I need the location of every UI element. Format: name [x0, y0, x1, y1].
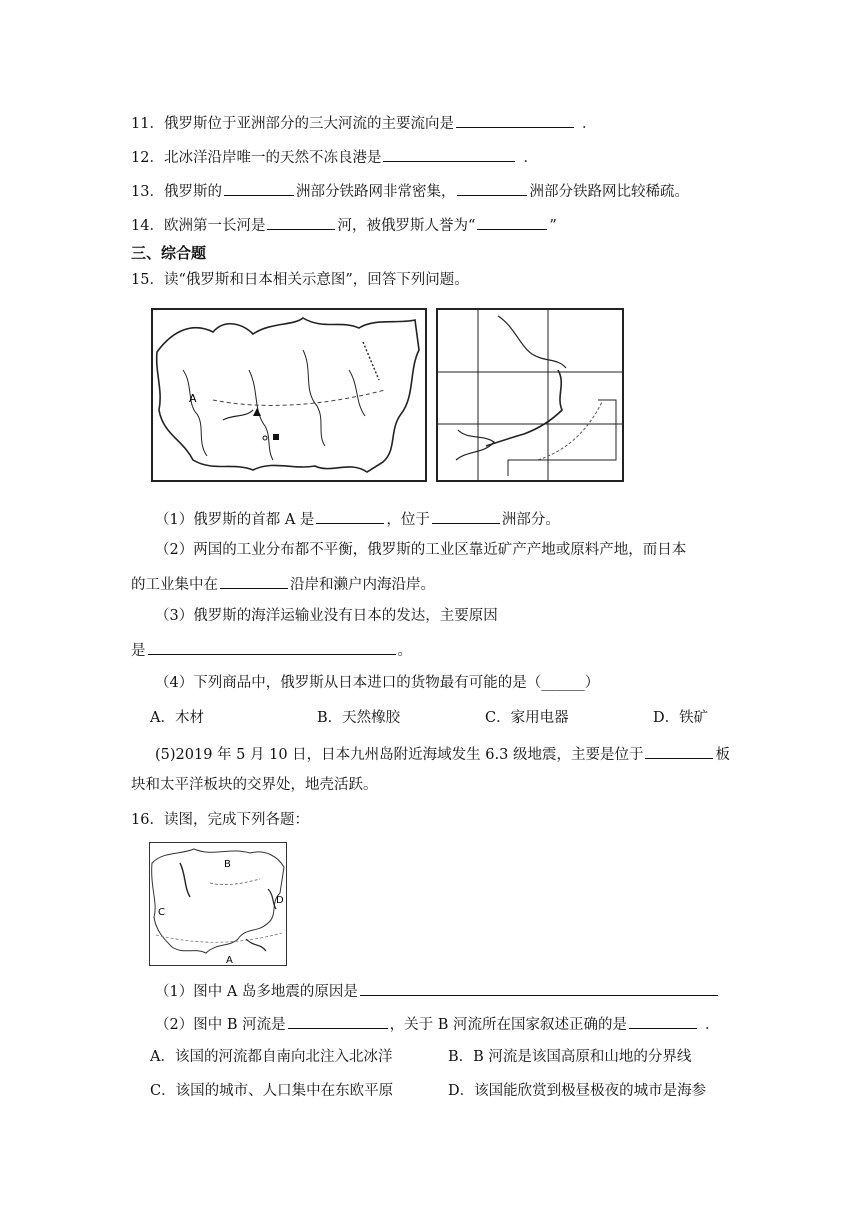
q14-blank-2[interactable]	[477, 214, 547, 230]
q16-p2-blank-2[interactable]	[629, 1013, 697, 1029]
q16-p2-blank-1[interactable]	[288, 1013, 388, 1029]
asia-map-label-a: A	[226, 955, 233, 965]
question-16-stem: 16．读图，完成下列各题：	[131, 812, 309, 828]
q14-part-a: 14．欧洲第一长河是	[131, 218, 266, 234]
q13-part-c: 洲部分铁路网比较稀疏。	[529, 184, 689, 200]
asia-map-label-b: B	[224, 859, 231, 870]
q15-part-2-line-2	[131, 573, 435, 595]
q16-p2-text-b: ，关于 B 河流所在国家叙述正确的是	[389, 1017, 627, 1033]
russia-map-drawing	[153, 310, 425, 480]
q13-blank-1[interactable]	[224, 180, 294, 196]
q14-part-b: 河，被俄罗斯人誉为“	[337, 218, 476, 234]
q11-blank[interactable]	[456, 112, 574, 128]
q15-option-c[interactable]: C．家用电器	[485, 710, 569, 726]
q15-part-3-line-2	[131, 639, 412, 661]
question-11	[131, 112, 596, 134]
q16-option-d[interactable]: D．该国能欣赏到极昼极夜的城市是海参	[448, 1083, 707, 1099]
q12-blank[interactable]	[383, 146, 515, 162]
q15-p5-text-b: 板	[715, 747, 730, 763]
q15-option-a[interactable]: A．木材	[150, 710, 204, 726]
asia-map-label-c: C	[158, 907, 165, 918]
q15-p5-blank[interactable]	[645, 743, 713, 759]
q15-part-2-line-1: （2）两国的工业分布都不平衡，俄罗斯的工业区靠近矿产产地或原料产地，而日本	[155, 542, 687, 558]
question-14	[131, 214, 557, 236]
question-13	[131, 180, 689, 202]
q15-p2-text-c: 沿岸和濑户内海沿岸。	[290, 577, 435, 593]
q15-part-1	[155, 508, 560, 530]
japan-map	[436, 308, 624, 482]
q15-p1-blank-2[interactable]	[432, 508, 500, 524]
q16-p1-text: （1）图中 A 岛多地震的原因是	[155, 984, 358, 1000]
q11-text: 11．俄罗斯位于亚洲部分的三大河流的主要流向是	[131, 116, 454, 132]
q15-p1-text-b: ，位于	[386, 512, 430, 528]
q13-blank-2[interactable]	[457, 180, 527, 196]
q15-p2-text-b: 的工业集中在	[131, 577, 218, 593]
q13-part-a: 13．俄罗斯的	[131, 184, 222, 200]
question-12	[131, 146, 538, 168]
q15-p1-text-a: （1）俄罗斯的首都 A 是	[155, 512, 315, 528]
q15-part-4: （4）下列商品中，俄罗斯从日本进口的货物最有可能的是（______）	[155, 675, 600, 691]
q11-end: ．	[581, 116, 597, 132]
q15-p2-blank[interactable]	[220, 573, 288, 589]
q16-p2-text-a: （2）图中 B 河流是	[155, 1017, 286, 1033]
section-heading: 三、综合题	[131, 244, 207, 262]
q14-part-c: ”	[549, 218, 557, 234]
japan-map-drawing	[438, 310, 622, 480]
russia-map	[151, 308, 427, 482]
q16-p2-text-c: ．	[704, 1017, 720, 1033]
q15-p3-text-c: 。	[397, 643, 412, 659]
q15-p1-text-c: 洲部分。	[501, 512, 560, 528]
asia-map-drawing	[150, 843, 286, 965]
asia-map	[149, 842, 287, 966]
asia-map-label-d: D	[276, 895, 284, 906]
russia-map-label-a: A	[189, 392, 197, 405]
q13-part-b: 洲部分铁路网非常密集，	[295, 184, 456, 200]
q15-option-b[interactable]: B．天然橡胶	[317, 710, 401, 726]
q16-option-b[interactable]: B．B 河流是该国高原和山地的分界线	[448, 1049, 692, 1065]
q15-option-d[interactable]: D．铁矿	[653, 710, 709, 726]
q15-part-5-line-2: 块和太平洋板块的交界处，地壳活跃。	[131, 777, 378, 793]
q15-part-3-line-1: （3）俄罗斯的海洋运输业没有日本的发达，主要原因	[155, 608, 498, 624]
q16-option-c[interactable]: C．该国的城市、人口集中在东欧平原	[150, 1083, 394, 1099]
q16-option-a[interactable]: A．该国的河流都自南向北注入北冰洋	[150, 1049, 393, 1065]
q16-part-2	[155, 1013, 719, 1035]
q15-p3-blank[interactable]	[148, 639, 396, 655]
question-15-stem: 15．读“俄罗斯和日本相关示意图”，回答下列问题。	[131, 272, 469, 288]
q16-part-1	[155, 980, 720, 1002]
q15-p3-text-b: 是	[131, 643, 146, 659]
q12-end: ．	[523, 150, 538, 166]
q15-part-5-line-1	[155, 743, 730, 765]
q15-p5-text-a: (5)2019 年 5 月 10 日，日本九州岛附近海域发生 6.3 级地震，主要是位于	[155, 747, 644, 763]
q12-text: 12．北冰洋沿岸唯一的天然不冻良港是	[131, 150, 382, 166]
q14-blank-1[interactable]	[267, 214, 335, 230]
q15-p1-blank-1[interactable]	[316, 508, 384, 524]
q16-p1-blank[interactable]	[360, 980, 718, 996]
